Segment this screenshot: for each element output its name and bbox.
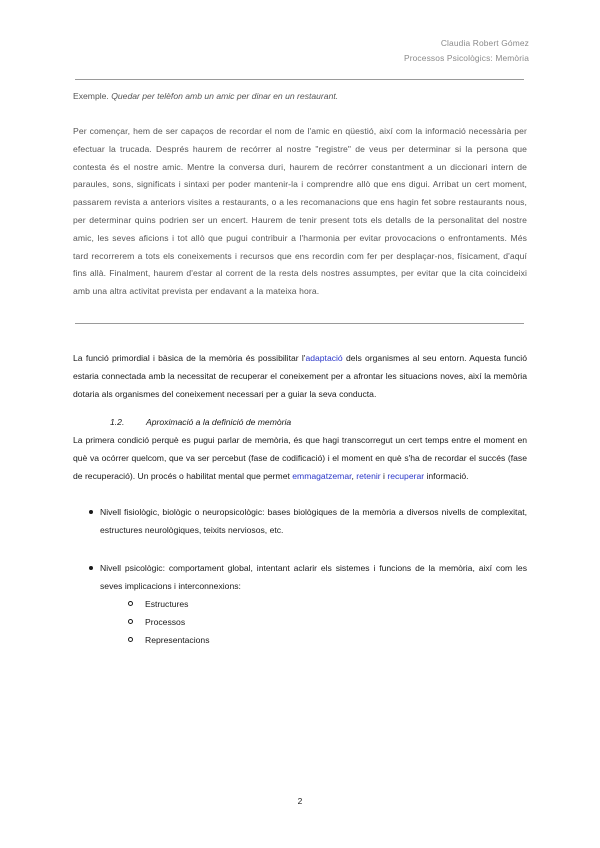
example-title [73,90,527,103]
emmagatzemar-link[interactable]: emmagatzemar [292,471,352,482]
bullet-icon [89,510,93,514]
sub-list-item: Estructures [100,595,527,613]
example-box [73,90,527,301]
list-item: Nivell fisiològic, biològic o neuropsicològic: bases biològiques de la memòria a diversos nivells de complexitat, estructures neurològiques, teixits nerviosos, etc. [73,503,527,539]
main-content [73,349,527,650]
intro-paragraph: La funció primordial i bàsica de la memòria és possibilitar l'adaptació dels organismes al seu entorn. Aquesta funció estaria connectada amb la necessitat de recuperar el coneixement per a afrontar les situacions noves, així la memòria dotaria als organismes del coneixement necessari per a guiar la seva conducta. [73,353,527,400]
page-number: 2 [297,796,303,806]
header-course: Processos Psicològics: Memòria [403,53,529,63]
bottom-divider [75,323,524,324]
recuperar-link[interactable]: recuperar [387,471,425,482]
circle-bullet-icon [128,601,133,606]
example-prefix: Exemple. [73,91,112,101]
list-item: Nivell psicològic: comportament global, intentant aclarir els sistemes i funcions de la memòria, així com les seves implicacions i interconnexions: Estructures Processos Representacions [73,559,527,650]
example-body: Per començar, hem de ser capaços de recordar el nom de l'amic en qüestió, així com la informació necessària per efectuar la trucada. Després haurem de recórrer al nostre "registre" de veus per determinar si la persona que contesta és el nostre amic. Mentre la conversa duri, haurem de recórrer constantment a un diccionari intern de paraules, sons, significats i sintaxi per poder mantenir-la i comprendre allò que ens digui. Arribat un cert moment, passarem revista a anteriors visites a restaurants, o a les recomanacions que ens hagin fet sobre restaurants nous, per determinar quins podrien ser un encert. Haurem de tenir present tots els detalls de la personalitat del nostre amic, les seves aficions i tot allò que pugui contribuir a l'harmonia per evitar provocacions o enfrontaments. Més tard recorrerem a tots els coneixements i recursos que ens recordin com fer per desplaçar-nos, físicament, d'aquí fins allà. Finalment, haurem d'estar al corrent de la resta dels nostres assumptes, per evitar que la cita coincideixi amb una altra activitat prevista per endavant a la mateixa hora. [73,126,527,297]
header-author: Claudia Robert Gómez [440,38,529,48]
example-title-text: Quedar per telèfon amb un amic per dinar en un restaurant. [111,91,339,101]
top-divider [75,79,524,80]
definition-paragraph: La primera condició perquè es pugui parlar de memòria, és que hagi transcorregut un cert temps entre el moment en què va ocórrer quelcom, que va ser percebut (fase de codificació) i el moment en què s'ha de recordar el succés (fase de recuperació). Un procés o habilitat mental que permet emmagatzemar, retenir i recuperar informació. [73,434,527,482]
sub-list-item: Representacions [100,631,527,649]
circle-bullet-icon [128,637,133,642]
circle-bullet-icon [128,619,133,624]
levels-list [73,503,527,649]
sub-list-item: Processos [100,613,527,631]
bullet-icon [89,566,93,570]
section-number: 1.2. [110,416,125,427]
page-header [404,36,529,66]
sub-list [100,595,527,650]
retenir-link[interactable]: retenir [356,471,381,482]
section-heading [73,413,527,431]
adaptacio-link[interactable]: adaptació [305,353,343,363]
section-title: Aproximació a la definició de memòria [146,416,292,427]
